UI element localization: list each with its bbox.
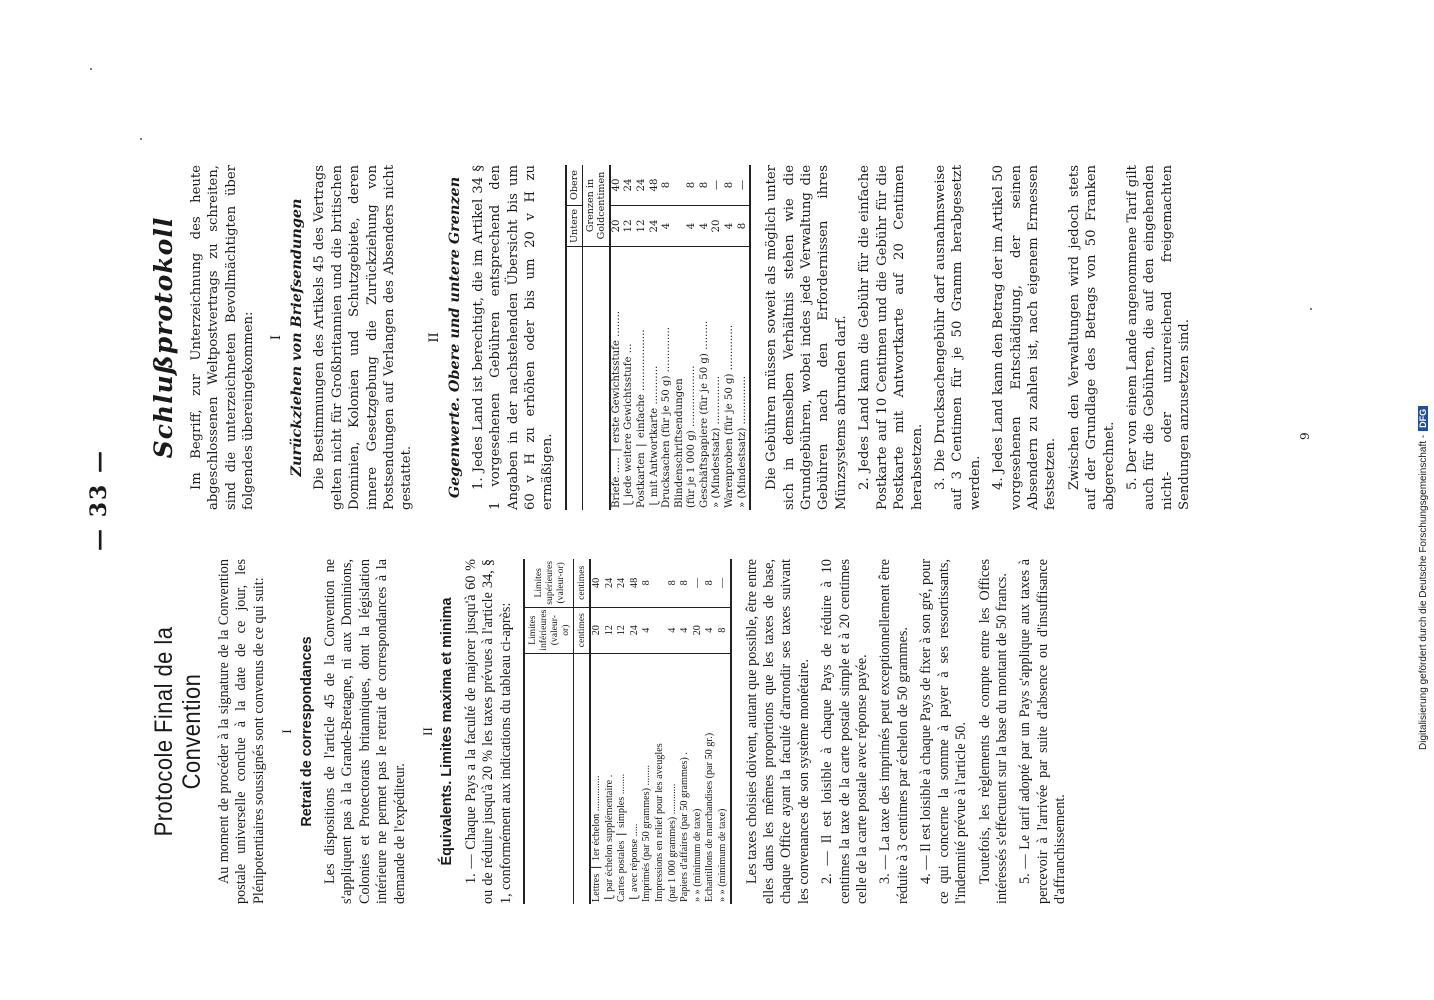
de-table-row <box>661 165 674 510</box>
fr-table-cell-hi: 8 <box>641 559 654 607</box>
de-table-cell-label: ⎩ mit Antwortkarte ............ <box>648 365 660 508</box>
fr-table-cell-label: Cartes postales ⎧ simples ........ <box>616 773 628 902</box>
de-table-row <box>674 165 687 510</box>
de-table-row <box>711 165 724 510</box>
fr-table-cell-lo: 20 <box>590 607 604 653</box>
german-section-2-title: Gegenwerte. Obere und untere Grenzen <box>446 176 464 499</box>
french-section-2-title: Équivalents. Limites maxima et minima <box>439 597 456 866</box>
german-section-1-title: Zurückziehen von Briefsendungen <box>288 198 306 477</box>
de-table-row <box>649 165 662 510</box>
page-number: — 33 — <box>86 449 112 551</box>
french-paragraph-5: 5. — Le tarif adopté par un Pays s'applique aux taxes à percevoir à l'arrivée par suite d'absence ou d'insuffisance d'affranchissement. <box>1017 559 1069 904</box>
german-paragraph-1: 1. Jedes Land ist berechtigt, die im Artikel 34 § 1 vorgesehenen Gebühren entsprechend den Angaben in der nachstehenden Übersicht bis um 60 v H zu erhöhen oder bis um 20 v H zu ermäßigen. <box>470 165 556 510</box>
de-table-cell-label: Briefe ..... ⎧ erste Gewichtsstufe ........ <box>610 310 622 508</box>
de-table-cell-label: Drucksachen (für je 50 g) .............. <box>661 327 673 508</box>
folio-number: 9 <box>1298 432 1312 440</box>
german-table-header-lower: Untere <box>566 206 583 247</box>
de-table-cell-label: ⎩ jede weitere Gewichtsstufe ... <box>623 343 635 508</box>
german-intro: Im Begriff, zur Unterzeichnung des heute abgeschlossenen Weltpostvertrags zu schreiten, sind die unterzeichneten Bevollmächtigten über folgendes übereingekommen: <box>189 165 257 510</box>
german-table-header-upper: Obere <box>566 165 583 206</box>
fr-table-cell-label: Échantillons de marchandises (par 50 gr.) <box>704 732 716 902</box>
french-paragraph-after-table: Les taxes choisies doivent, autant que possible, être entre elles dans les mêmes proportions que les taxes de base, chaque Office ayant la faculté d'arrondir ses taxes suivant les convenances de son système monétaire. <box>743 559 812 904</box>
de-table-cell-label: Postkarten ⎧ einfache ................... <box>635 329 647 508</box>
de-table-cell-label: Blindenschriftsendungen <box>673 378 685 508</box>
scan-speck <box>90 68 92 70</box>
de-table-cell-lo: 4 <box>661 206 674 247</box>
german-paragraph-4b: Zwischen den Verwaltungen wird jedoch stets auf der Grundlage des Betrags von 50 Franken abgerechnet. <box>1066 165 1117 510</box>
french-paragraph-2: 2. — Il est loisible à chaque Pays de réduire à 10 centimes la taxe de la carte postale simple et à 20 centimes celle de la carte postale avec réponse payée. <box>819 559 871 904</box>
fr-table-cell-hi: 48 <box>629 559 642 607</box>
french-section-1-text: Les dispositions de l'article 45 de la Convention ne s'appliquent pas à la Grande-Bretagne, ni aux Dominions, Colonies et Protectorats britanniques, dont la législation intérieure ne permet pas le retrait de correspondances à la demande de l'expéditeur. <box>322 559 408 904</box>
de-table-row <box>737 165 751 510</box>
de-table-cell-label: (für je 1 000 g) ................... <box>686 365 698 508</box>
fr-table-cell-lo: 12 <box>604 607 617 653</box>
fr-table-cell-lo: 4 <box>667 607 680 653</box>
fr-table-cell-label: Lettres ⎧ 1er échelon .............. <box>591 775 603 902</box>
de-table-cell-lo <box>674 206 687 247</box>
french-paragraph-4: 4. — Il est loisible à chaque Pays de fixer à son gré, pour ce qui concerne la somme à payer à ses ressortissants, l'indemnité prévue à l'article 50. <box>918 559 970 904</box>
french-section-2-number: II <box>420 727 436 736</box>
de-table-cell-label: Warenproben (für je 50 g) .............. <box>724 324 736 508</box>
fr-table-cell-lo: 4 <box>704 607 717 653</box>
fr-table-cell-label: Impressions en relief pour les aveugles <box>654 743 666 902</box>
fr-table-cell-lo <box>654 607 667 653</box>
fr-table-row <box>704 559 717 904</box>
de-table-cell-hi: 48 <box>649 165 662 206</box>
fr-table-row <box>679 559 692 904</box>
de-table-cell-lo: 8 <box>737 206 751 247</box>
french-paragraph-3: 3. — La taxe des imprimés peut exceptionnellement être réduite à 3 centimes par échelon de 50 grammes. <box>877 559 911 904</box>
fr-table-cell-hi: — <box>692 559 705 607</box>
fr-table-row <box>717 559 731 904</box>
fr-table-row <box>692 559 705 904</box>
german-paragraph-2: 2. Jedes Land kann die Gebühr für die einfache Postkarte auf 10 Centimen und die Gebühr für die Postkarte mit Antwortkarte auf 20 Centimen herabsetzen. <box>857 165 925 510</box>
de-table-cell-lo: 4 <box>724 206 737 247</box>
fr-table-row <box>590 559 604 904</box>
de-table-cell-label: Geschäftspapiere (für je 50 g) ......... <box>698 320 710 508</box>
french-paragraph-4b: Toutefois, les règlements de compte entre les Offices intéressés s'effectuent sur la base du montant de 50 francs. <box>976 559 1010 904</box>
digitization-credit <box>1418 406 1429 750</box>
fr-table-cell-label: ⎩ avec réponse ..... <box>628 823 640 902</box>
fr-table-cell-lo: 12 <box>616 607 629 653</box>
french-column <box>150 559 1076 904</box>
de-table-cell-hi: 8 <box>699 165 712 206</box>
german-section-1-number: I <box>268 334 284 341</box>
german-column <box>150 165 1200 510</box>
fr-table-cell-hi: — <box>717 559 731 607</box>
french-table-header-upper: Limites supérieures (valeur-or) <box>524 559 574 607</box>
de-table-cell-hi: 8 <box>686 165 699 206</box>
de-table-row <box>636 165 649 510</box>
german-section-2-number: II <box>426 332 442 343</box>
german-paragraph-4: 4. Jedes Land kann den Betrag der im Artikel 50 vorgesehenen Entschädigung, der seinen Absendern zu zahlen ist, nach eigenem Ermessen festsetzen. <box>991 165 1059 510</box>
scan-speck <box>1310 308 1312 310</box>
fr-table-cell-label: » » (minimum de taxe) <box>717 808 729 902</box>
french-paragraph-1: 1. — Chaque Pays a la faculté de majorer jusqu'à 60 % ou de réduire jusqu'à 20 % les taxes prévues à l'article 34, § 1, conformément aux indications du tableau ci-après: <box>462 559 514 904</box>
de-table-row <box>686 165 699 510</box>
german-paragraph-after-table: Die Gebühren müssen soweit als möglich unter sich in demselben Verhältnis stehen wie die Grundgebühren, wobei indes jede Verwaltung die Gebühren nach den Erfordernissen ihres Münzsystems abrunden darf. <box>764 165 849 510</box>
de-table-row <box>699 165 712 510</box>
fr-table-row <box>616 559 629 904</box>
de-table-cell-label: » (Mindestsatz) ............... <box>711 375 723 508</box>
fr-table-cell-label: » » (minimum de taxe) <box>691 808 703 902</box>
fr-table-row <box>667 559 680 904</box>
fr-table-cell-label: (par 1 000 grammes) ............ <box>666 783 678 902</box>
french-table-header-lower: Limites inférieures (valeur-or) <box>524 607 574 653</box>
french-section-1-number: I <box>279 729 295 734</box>
german-section-1-text: Die Bestimmungen des Artikels 45 des Vertrags gelten nicht für Großbritannien und die britischen Dominien, Kolonien und Schutzgebiete, deren innere Gesetzgebung die Zurückziehung von Postsendungen auf Verlangen des Absenders nicht gestattet. <box>312 165 415 510</box>
fr-table-cell-lo: 8 <box>717 607 731 653</box>
de-table-cell-lo: 4 <box>699 206 712 247</box>
fr-table-cell-lo: 24 <box>629 607 642 653</box>
fr-table-cell-label: ⎩ par échelon supplémentaire . <box>603 774 615 902</box>
french-table-unit-lower: centimes <box>574 607 591 653</box>
german-paragraph-5: 5. Der von einem Lande angenommene Tarif gilt auch für die Gebühren, die auf den eingehenden nicht- oder unzureichend freigemachten Sendungen anzusetzen sind. <box>1124 165 1193 510</box>
fr-table-cell-label: Papiers d'affaires (par 50 grammes) . <box>679 752 691 902</box>
fr-table-cell-hi: 8 <box>704 559 717 607</box>
fr-table-cell-label: Imprimés (par 50 grammes) ........ <box>641 765 653 902</box>
de-table-row <box>623 165 636 510</box>
de-table-cell-lo: 12 <box>636 206 649 247</box>
french-intro: Au moment de procéder à la signature de la Convention postale universelle conclue à la date de ce jour, les Plénipotentiaires soussignés sont convenus de ce qui suit: <box>216 559 267 904</box>
de-table-cell-hi: 40 <box>610 165 624 206</box>
dfg-logo: DFG <box>1418 406 1428 431</box>
german-paragraph-3: 3. Die Drucksachengebühr darf ausnahmsweise auf 3 Centimen für je 50 Gramm herabgesetzt werden. <box>932 165 983 510</box>
de-table-cell-hi: — <box>737 165 751 206</box>
fr-table-cell-hi: 40 <box>590 559 604 607</box>
de-table-cell-lo: 4 <box>686 206 699 247</box>
fr-table-cell-hi: 24 <box>604 559 617 607</box>
fr-table-cell-hi: 8 <box>679 559 692 607</box>
de-table-cell-hi: 8 <box>661 165 674 206</box>
fr-table-cell-hi: 24 <box>616 559 629 607</box>
de-table-cell-hi <box>674 165 687 206</box>
de-table-cell-hi: 24 <box>623 165 636 206</box>
de-table-cell-hi: 24 <box>636 165 649 206</box>
fr-table-cell-hi: 8 <box>667 559 680 607</box>
de-table-row <box>610 165 624 510</box>
french-table-unit-upper: centimes <box>574 559 591 607</box>
de-table-cell-lo: 20 <box>610 206 624 247</box>
fr-table-cell-lo: 4 <box>641 607 654 653</box>
de-table-cell-lo: 24 <box>649 206 662 247</box>
scan-speck <box>140 138 142 140</box>
fr-table-cell-hi <box>654 559 667 607</box>
french-title: Protocole Final de la Convention <box>150 626 206 837</box>
fr-table-row <box>629 559 642 904</box>
de-table-cell-lo: 20 <box>711 206 724 247</box>
fr-table-row <box>654 559 667 904</box>
de-table-cell-label: » (Mindestsatz) ............... <box>736 375 748 508</box>
fr-table-cell-lo: 4 <box>679 607 692 653</box>
de-table-cell-hi: 8 <box>724 165 737 206</box>
fr-table-cell-lo: 20 <box>692 607 705 653</box>
digitization-credit-text: Digitalisierung gefördert durch die Deutsche Forschungsgemeinschaft - <box>1418 434 1429 750</box>
de-table-row <box>724 165 737 510</box>
french-section-1-title: Retrait de correspondances <box>298 636 315 827</box>
fr-table-row <box>604 559 617 904</box>
german-table-header-group: Grenzen in Goldcentimen <box>582 165 610 247</box>
fr-table-row <box>641 559 654 904</box>
german-title: Schlußprotokoll <box>149 216 178 459</box>
french-rate-table <box>523 559 732 904</box>
german-rate-table <box>565 165 752 510</box>
de-table-cell-lo: 12 <box>623 206 636 247</box>
de-table-cell-hi: — <box>711 165 724 206</box>
